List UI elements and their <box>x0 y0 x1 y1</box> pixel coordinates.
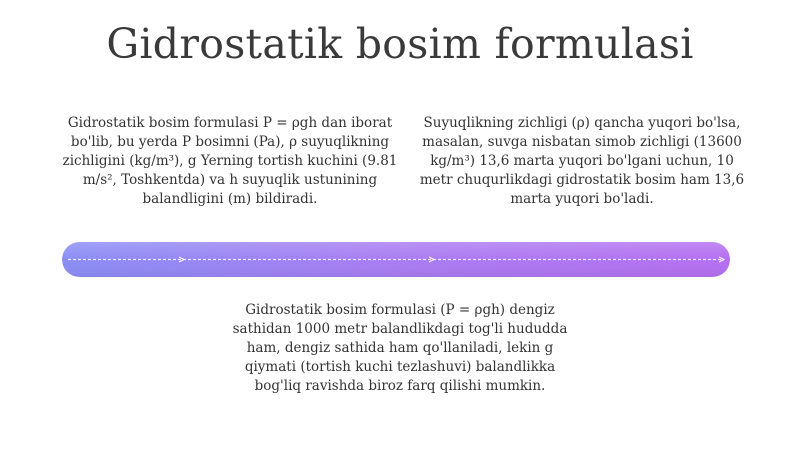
text-block-formula: Gidrostatik bosim formulasi P = ρgh dan iborat bo'lib, bu yerda P bosimni (Pa), ρ suyuqlikning zichligini (kg/m³), g Yerning tortish kuchini (9.81 m/s², Toshkentda) va h suyuqlik ustunining balandligini (m) bildiradi. <box>62 115 398 207</box>
slide-title: Gidrostatik bosim formulasi <box>106 20 694 68</box>
timeline-bar <box>62 242 730 277</box>
timeline-graphic <box>62 242 730 277</box>
text-block-density: Suyuqlikning zichligi (ρ) qancha yuqori bo'lsa, masalan, suvga nisbatan simob zichligi (13600 kg/m³) 13,6 marta yuqori bo'lgani uchun, 10 metr chuqurlikdagi gidrostatik bosim ham 13,6 marta yuqori bo'ladi. <box>419 115 745 207</box>
text-block-altitude: Gidrostatik bosim formulasi (P = ρgh) dengiz sathidan 1000 metr balandlikdagi tog'li hududda ham, dengiz sathida ham qo'llaniladi, lekin g qiymati (tortish kuchi tezlashuvi) balandlikka bog'liq ravishda biroz farq qilishi mumkin. <box>232 302 568 394</box>
